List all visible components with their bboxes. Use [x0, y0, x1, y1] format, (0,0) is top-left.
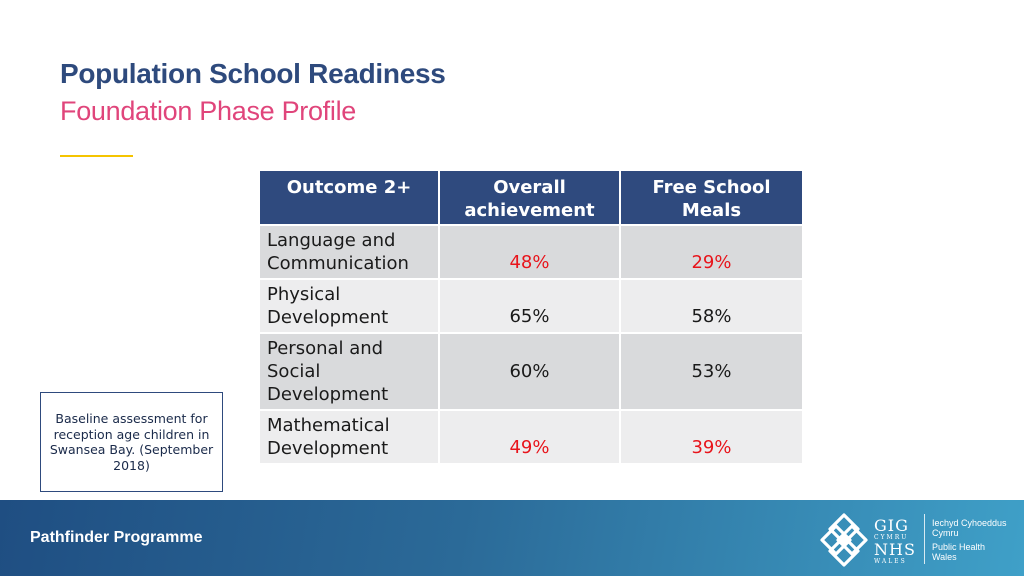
overall-value: 65% [440, 278, 621, 332]
baseline-note-text: Baseline assessment for reception age children in Swansea Bay. (September 2018) [49, 411, 214, 473]
table-row [260, 224, 802, 278]
logo-divider [924, 514, 925, 564]
org-name-english-1: Public Health [932, 542, 986, 552]
fsm-value: 39% [621, 409, 802, 463]
org-name-welsh-1: Iechyd Cyhoeddus [932, 518, 1007, 528]
table-row [260, 278, 802, 332]
baseline-note-box [40, 392, 223, 492]
accent-rule [60, 155, 133, 157]
outcomes-table [260, 171, 802, 463]
table-row [260, 332, 802, 409]
overall-value: 48% [440, 224, 621, 278]
outcome-label: Language and Communication [260, 224, 440, 278]
public-health-wales-logo [818, 512, 1018, 568]
outcome-label: Personal and Social Development [260, 332, 440, 409]
outcome-label: Physical Development [260, 278, 440, 332]
table-header-row [260, 171, 802, 224]
fsm-value: 58% [621, 278, 802, 332]
slide-title: Population School Readiness [60, 58, 446, 89]
org-name-english-2: Wales [932, 552, 957, 562]
logo-nhs-text: NHS [874, 540, 916, 559]
programme-name: Pathfinder Programme [30, 529, 203, 546]
outcome-label: Mathematical Development [260, 409, 440, 463]
table-row [260, 409, 802, 463]
logo-wales-text: WALES [874, 558, 907, 565]
footer-bar [0, 500, 1024, 576]
logo-cymru-text: CYMRU [874, 534, 909, 541]
fsm-value: 53% [621, 332, 802, 409]
org-name-welsh-2: Cymru [932, 528, 959, 538]
overall-value: 60% [440, 332, 621, 409]
header-overall: Overall achievement [440, 171, 621, 224]
fsm-value: 29% [621, 224, 802, 278]
nhs-wales-knot-icon [818, 512, 870, 568]
header-fsm: Free School Meals [621, 171, 802, 224]
slide-subtitle: Foundation Phase Profile [60, 96, 356, 126]
overall-value: 49% [440, 409, 621, 463]
header-outcome: Outcome 2+ [260, 171, 440, 224]
logo-gig-text: GIG [874, 516, 909, 535]
